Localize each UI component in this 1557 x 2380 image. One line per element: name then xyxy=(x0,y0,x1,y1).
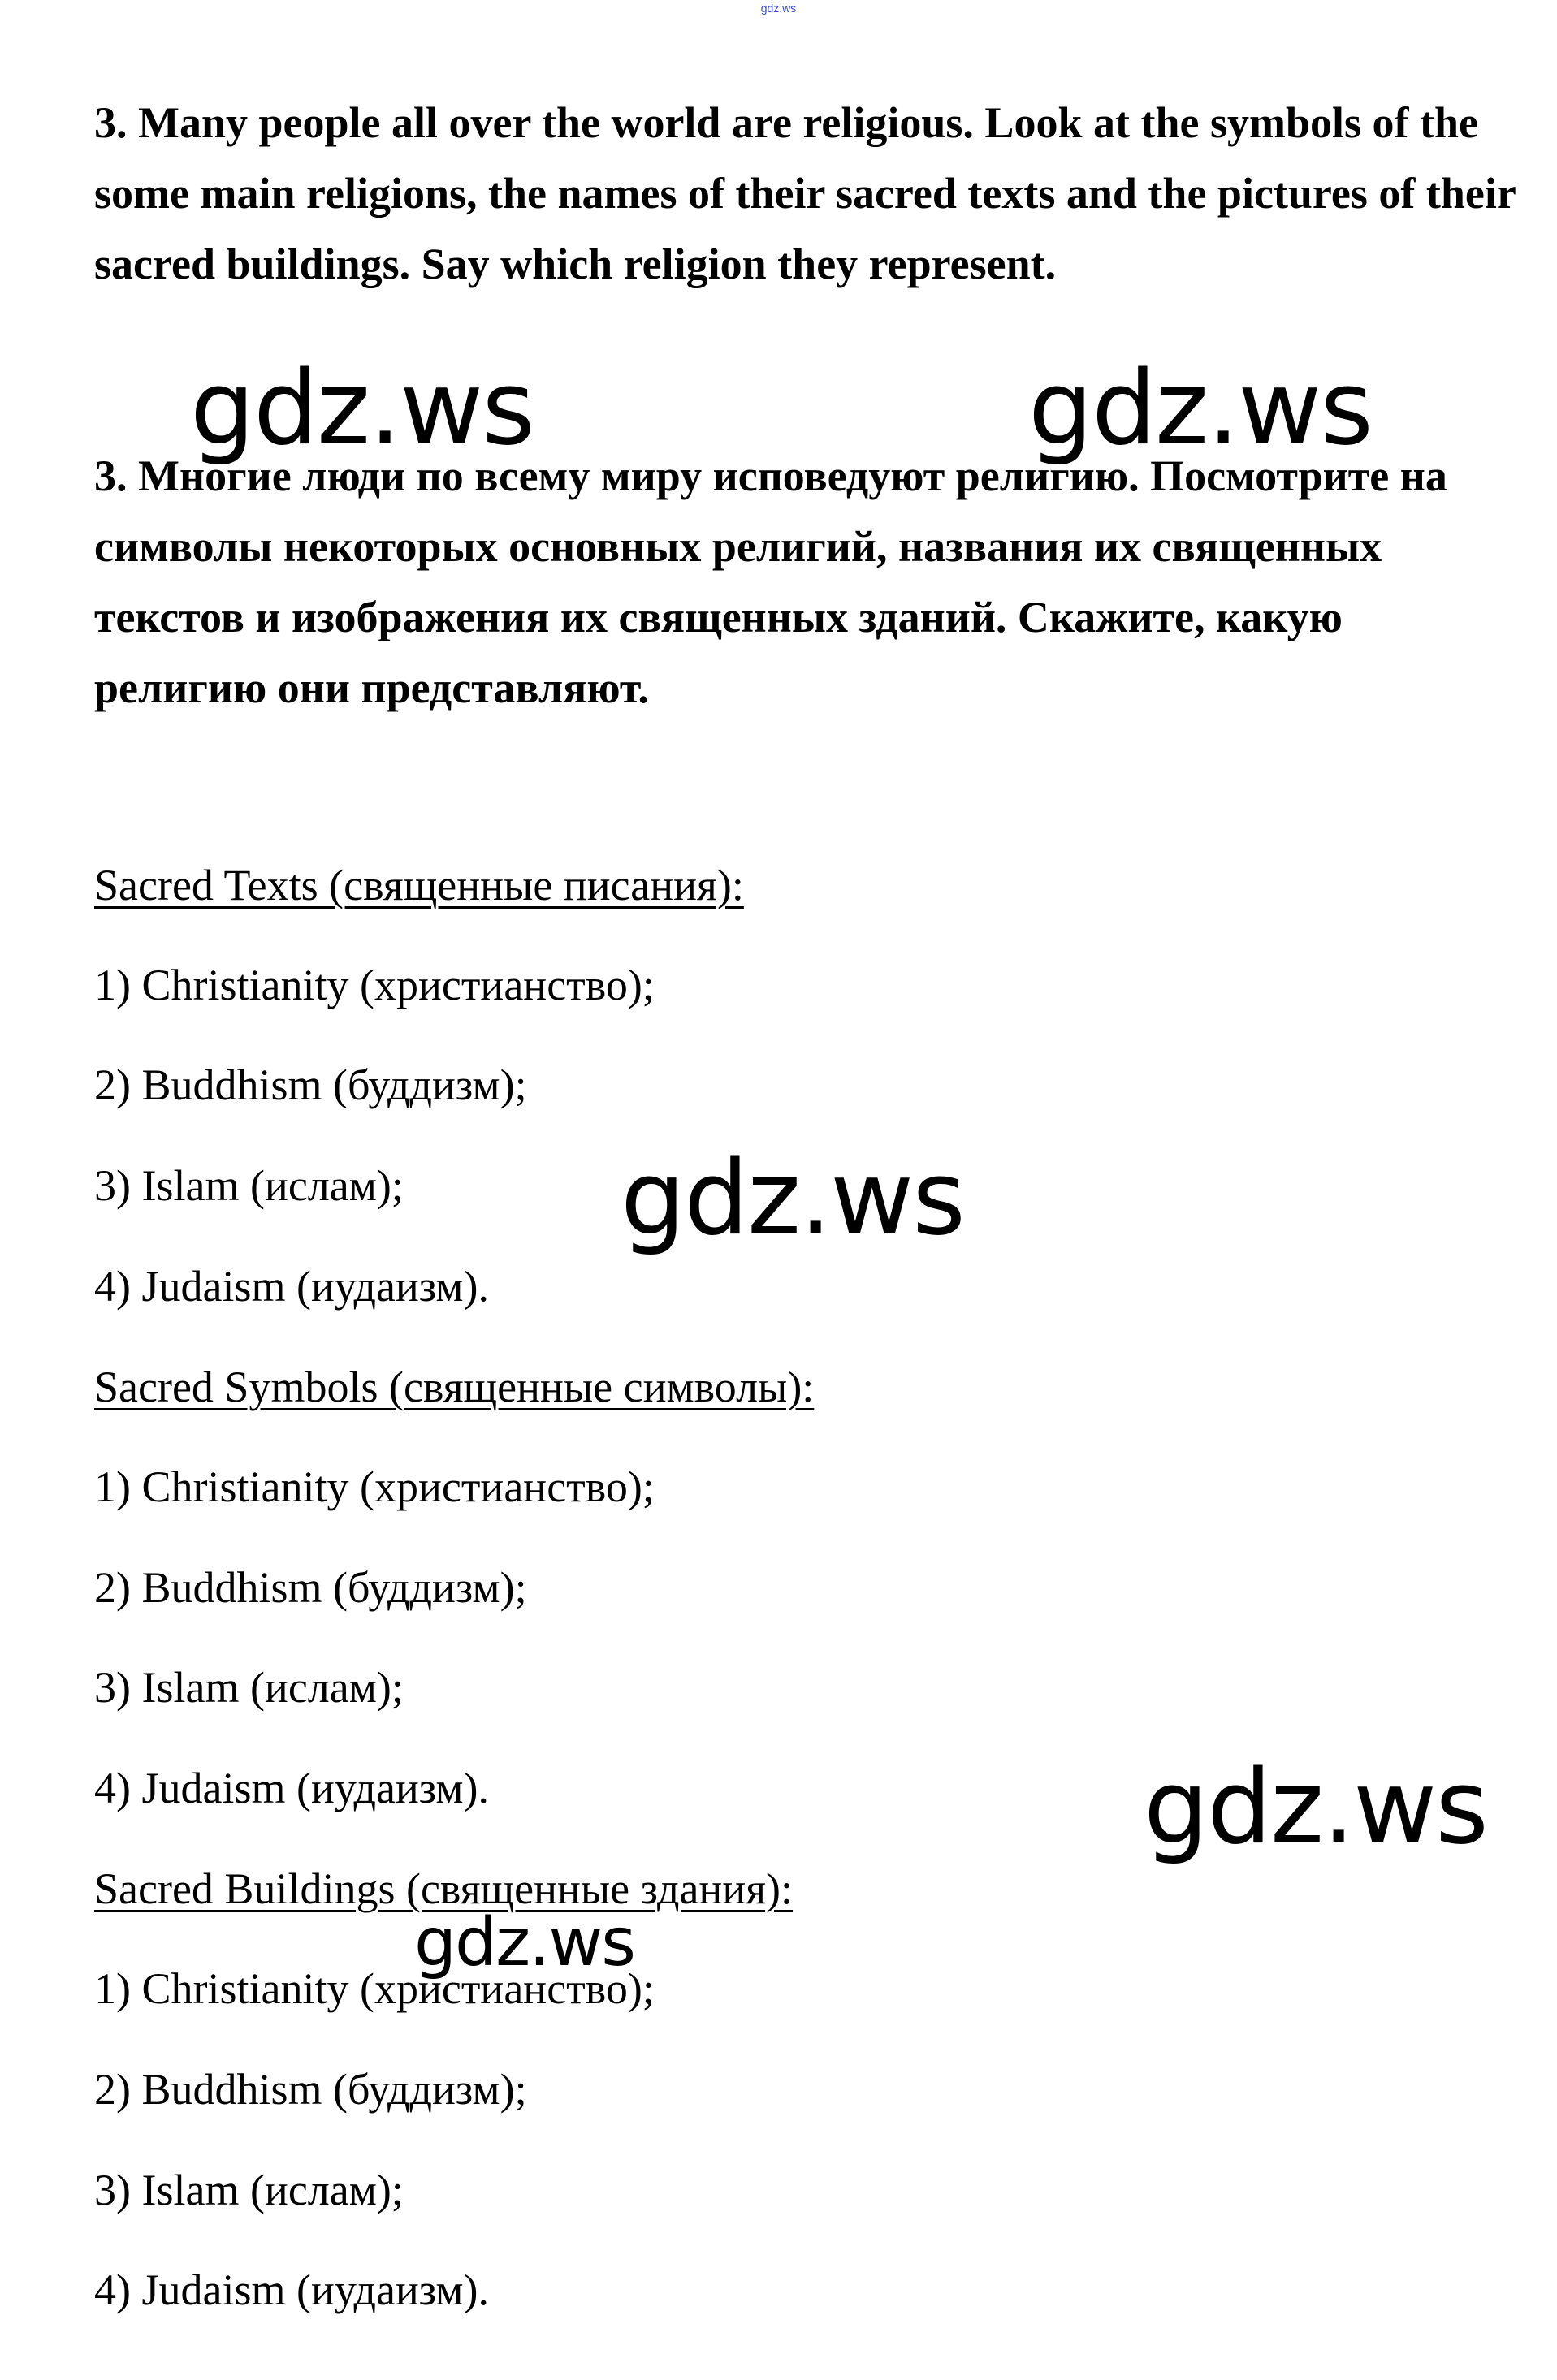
watermark: gdz.ws xyxy=(621,1138,964,1258)
task-russian: 3. Многие люди по всему миру исповедуют религию. Посмотрите на символы некоторых основных религий, названия их священных текстов и изображения их священных зданий. Скажите, какую религию они представляют. xyxy=(94,451,1447,712)
watermark: gdz.ws xyxy=(414,1904,634,1981)
list-item: 2) Buddhism (буддизм); xyxy=(94,1060,527,1109)
list-item: 4) Judaism (иудаизм). xyxy=(94,1262,490,1311)
list-item: 2) Buddhism (буддизм); xyxy=(94,1563,527,1612)
list-item: 3) Islam (ислам); xyxy=(94,2166,404,2214)
section-title-sacred-symbols: Sacred Symbols (священные символы): xyxy=(94,1363,815,1411)
watermark: gdz.ws xyxy=(190,348,534,468)
list-item: 1) Christianity (христианство); xyxy=(94,1964,655,2013)
list-item: 4) Judaism (иудаизм). xyxy=(94,2266,490,2314)
watermark: gdz.ws xyxy=(1144,1747,1487,1867)
section-title-sacred-buildings: Sacred Buildings (священные здания): xyxy=(94,1864,794,1913)
section-title-sacred-texts: Sacred Texts (священные писания): xyxy=(94,861,744,909)
watermark: gdz.ws xyxy=(1028,348,1372,468)
list-item: 1) Christianity (христианство); xyxy=(94,1462,655,1511)
list-item: 4) Judaism (иудаизм). xyxy=(94,1764,490,1812)
task-english: 3. Many people all over the world are religious. Look at the symbols of the some main religions, the names of their sacred texts and the pictures of their sacred buildings. Say which religion they represent. xyxy=(94,98,1516,288)
list-item: 3) Islam (ислам); xyxy=(94,1161,404,1210)
list-item: 1) Christianity (христианство); xyxy=(94,961,655,1009)
list-item: 3) Islam (ислам); xyxy=(94,1663,404,1712)
top-watermark: gdz.ws xyxy=(760,2,797,15)
list-item: 2) Buddhism (буддизм); xyxy=(94,2065,527,2114)
